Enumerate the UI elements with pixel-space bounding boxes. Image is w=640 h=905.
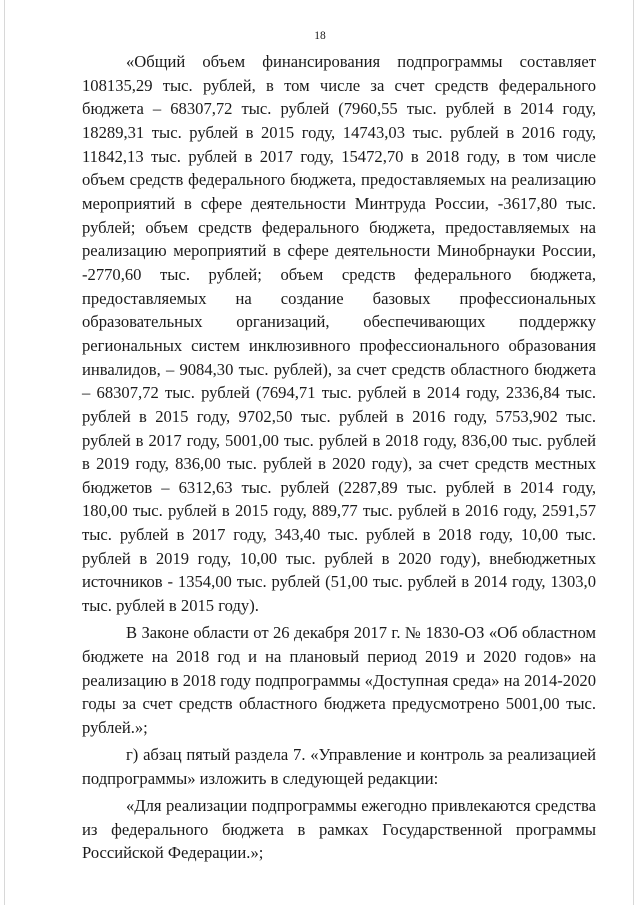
document-body xyxy=(82,50,596,865)
paragraph-financing-total: «Общий объем финансирования подпрограммы составляет 108135,29 тыс. рублей, в том числе за счет средств федерального бюджета – 68307,72 тыс. рублей (7960,55 тыс. рублей в 2014 году, 18289,31 тыс. рублей в 2015 году, 14743,03 тыс. рублей в 2016 году, 11842,13 тыс. рублей в 2017 году, 15472,70 в 2018 году, в том числе объем средств федерального бюджета, предоставляемых на реализацию мероприятий в сфере деятельности Минтруда России, -3617,80 тыс. рублей; объем средств федерального бюджета, предоставляемых на реализацию мероприятий в сфере деятельности Минобрнауки России, -2770,60 тыс. рублей; объем средств федерального бюджета, предоставляемых на создание базовых профессиональных образовательных организаций, обеспечивающих поддержку региональных систем инклюзивного профессионального образования инвалидов, – 9084,30 тыс. рублей), за счет средств областного бюджета – 68307,72 тыс. рублей (7694,71 тыс. рублей в 2014 году, 2336,84 тыс. рублей в 2015 году, 9702,50 тыс. рублей в 2016 году, 5753,902 тыс. рублей в 2017 году, 5001,00 тыс. рублей в 2018 году, 836,00 тыс. рублей в 2019 году, 836,00 тыс. рублей в 2020 году), за счет средств местных бюджетов – 6312,63 тыс. рублей (2287,89 тыс. рублей в 2014 году, 180,00 тыс. рублей в 2015 году, 889,77 тыс. рублей в 2016 году, 2591,57 тыс. рублей в 2017 году, 343,40 тыс. рублей в 2018 году, 10,00 тыс. рублей в 2019 году, 10,00 тыс. рублей в 2020 году), внебюджетных источников - 1354,00 тыс. рублей (51,00 тыс. рублей в 2014 году, 1303,0 тыс. рублей в 2015 году). xyxy=(82,52,596,616)
paragraph-new-wording: «Для реализации подпрограммы ежегодно привлекаются средства из федерального бюджета в рамках Государственной программы Российской Федерации.»; xyxy=(82,795,596,863)
page-number: 18 xyxy=(314,30,326,42)
scan-edge-left xyxy=(4,0,5,905)
scan-edge-right xyxy=(633,0,634,905)
paragraph-amendment-section-7: г) абзац пятый раздела 7. «Управление и контроль за реализацией подпрограммы» изложить в следующей редакции: xyxy=(82,745,596,788)
paragraph-regional-law: В Законе области от 26 декабря 2017 г. № 1830-ОЗ «Об областном бюджете на 2018 год и на плановый период 2019 и 2020 годов» на реализацию в 2018 году подпрограммы «Доступная среда» на 2014-2020 годы за счет средств областного бюджета предусмотрено 5001,00 тыс. рублей.»; xyxy=(82,623,596,737)
